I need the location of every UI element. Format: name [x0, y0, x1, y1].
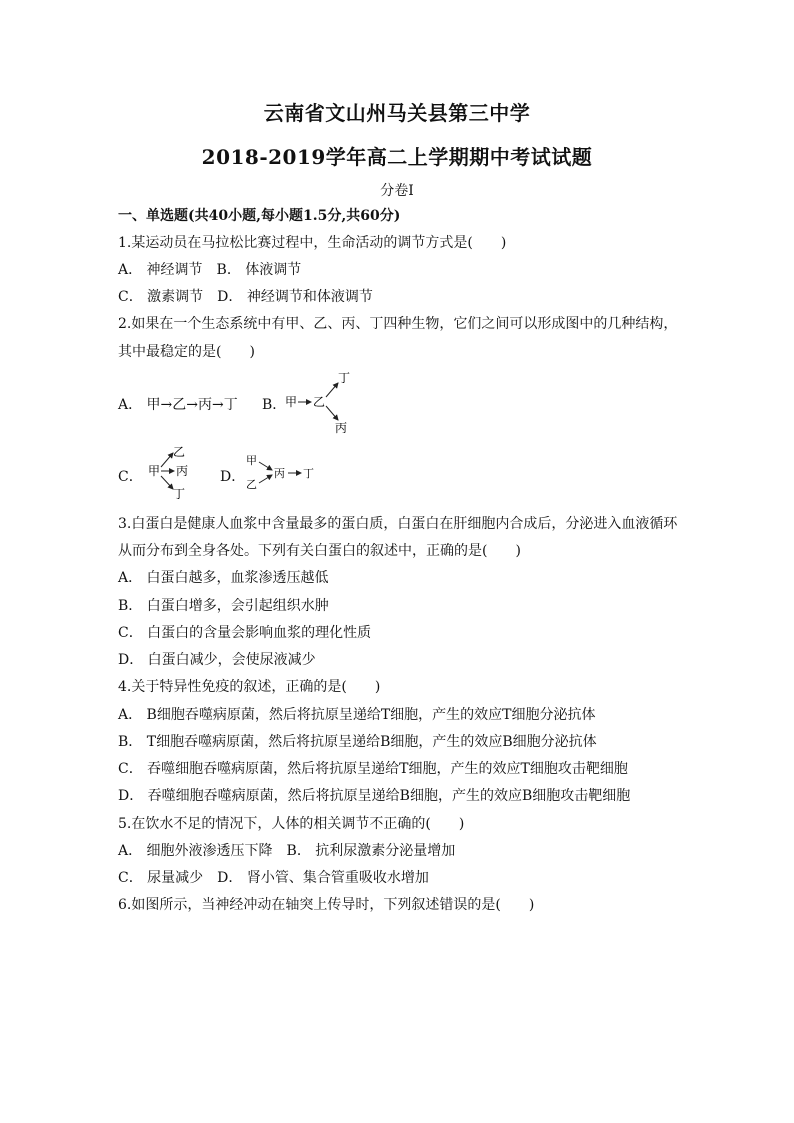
node-ding: 丁 [173, 487, 186, 500]
node-bing: 丙 [274, 467, 285, 480]
question-6-stem: 6.如图所示，当神经冲动在轴突上传导时，下列叙述错误的是( ) [118, 897, 535, 913]
question-2-option-b-label: B． [262, 397, 287, 413]
node-yi: 乙 [313, 395, 326, 409]
question-2-stem-line1: 2.如果在一个生态系统中有甲、乙、丙、丁四种生物，它们之间可以形成图中的几种结构， [118, 316, 678, 332]
node-yi: 乙 [173, 445, 186, 459]
question-4-option-c: C． 吞噬细胞吞噬病原菌，然后将抗原呈递给T细胞，产生的效应T细胞攻击靶细胞 [118, 761, 628, 777]
question-1-options-ab: A． 神经调节 B． 体液调节 [118, 262, 302, 278]
question-3-stem-line2: 从而分布到全身各处。下列有关白蛋白的叙述中，正确的是( ) [118, 543, 521, 559]
question-4-option-d: D． 吞噬细胞吞噬病原菌，然后将抗原呈递给B细胞，产生的效应B细胞攻击靶细胞 [118, 788, 631, 804]
question-3-option-d: D． 白蛋白减少，会使尿液减少 [118, 652, 316, 668]
food-web-diagram-b [283, 370, 363, 436]
node-bing: 丙 [335, 421, 348, 435]
question-2-option-a: A． 甲→乙→丙→丁 [118, 397, 238, 413]
question-3-option-c: C． 白蛋白的含量会影响血浆的理化性质 [118, 625, 372, 641]
food-web-diagram-d [244, 452, 322, 492]
node-jia: 甲 [285, 395, 298, 409]
node-ding: 丁 [303, 467, 314, 480]
question-1-stem: 1.某运动员在马拉松比赛过程中，生命活动的调节方式是( ) [118, 235, 507, 251]
exam-title-school: 云南省文山州马关县第三中学 [263, 101, 531, 125]
node-yi: 乙 [246, 478, 257, 491]
question-5-options-cd: C． 尿量减少 D． 肾小管、集合管重吸收水增加 [118, 870, 429, 886]
question-2-option-d-label: D． [220, 469, 246, 485]
node-jia: 甲 [148, 464, 161, 478]
node-bing: 丙 [176, 464, 189, 478]
question-4-stem: 4.关于特异性免疫的叙述，正确的是( ) [118, 679, 381, 695]
question-3-option-a: A． 白蛋白越多，血浆渗透压越低 [118, 570, 329, 586]
question-2-stem-line2: 其中最稳定的是( ) [118, 344, 255, 360]
question-3-stem-line1: 3.白蛋白是健康人血浆中含量最多的蛋白质，白蛋白在肝细胞内合成后，分泌进入血液循环 [118, 516, 678, 532]
paper-part-label: 分卷I [380, 183, 414, 199]
food-web-diagram-c [146, 442, 196, 500]
question-4-option-b: B． T细胞吞噬病原菌，然后将抗原呈递给B细胞，产生的效应B细胞分泌抗体 [118, 734, 597, 750]
question-2-option-c-label: C． [118, 469, 143, 485]
question-4-option-a: A． B细胞吞噬病原菌，然后将抗原呈递给T细胞，产生的效应T细胞分泌抗体 [118, 707, 596, 723]
exam-title-term: 2018-2019学年高二上学期期中考试试题 [201, 145, 593, 169]
node-jia: 甲 [246, 454, 257, 467]
section-heading: 一、单选题(共40小题,每小题1.5分,共60分) [118, 208, 401, 224]
question-5-stem: 5.在饮水不足的情况下，人体的相关调节不正确的( ) [118, 816, 465, 832]
node-ding: 丁 [338, 371, 351, 385]
question-5-options-ab: A． 细胞外液渗透压下降 B． 抗利尿激素分泌量增加 [118, 843, 456, 859]
question-3-option-b: B． 白蛋白增多，会引起组织水肿 [118, 598, 329, 614]
question-1-options-cd: C． 激素调节 D． 神经调节和体液调节 [118, 289, 373, 305]
